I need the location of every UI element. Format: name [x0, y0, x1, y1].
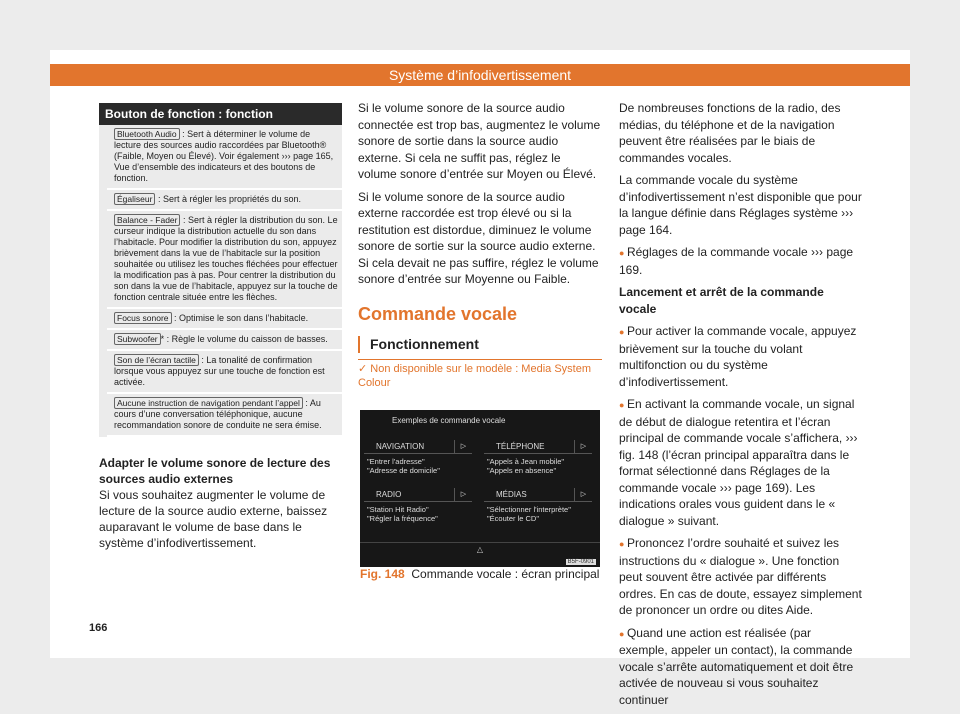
function-button-label: Aucune instruction de navigation pendant l’appel — [114, 397, 303, 409]
paragraph: Si le volume sonore de la source audio externe raccordée est trop élevé ou si la restitution est distordue, diminuez le volume sonore de sortie sur la source audio externe. Si cela devait ne pas suffire, réglez le volume sonore d’entrée sur Moyenne ou Faible. — [358, 189, 599, 286]
table-row — [107, 309, 342, 330]
play-icon: ▷ — [574, 440, 592, 454]
voice-control-screenshot — [360, 410, 600, 567]
play-icon: ▷ — [454, 440, 472, 454]
section-heading: Adapter le volume sonore de lecture des sources audio externes — [99, 456, 331, 486]
function-description: : Sert à régler la distribution du son. Le curseur indique la distribution actuelle du son dans l’habitacle. Pour modifier la distribution du son, appuyez brièvement dans la vue de l’habitacle sur la position souhaitée ou utilisez les touches fléchées pour effectuer la modification pas à pas. Pour centrer la distribution du son dans la vue de l’habitacle, appuyez sur la touche de fonction centrale située entre les flèches. — [114, 215, 338, 302]
function-description: : Au cours d’une conversation téléphonique, aucune recommandation sonore de conduite ne sera émise. — [114, 398, 322, 430]
table-row — [107, 394, 342, 437]
page-header: Système d’infodivertissement — [50, 64, 910, 86]
play-icon: ▷ — [574, 488, 592, 502]
tile-telephone: TÉLÉPHONE ▷ "Appels à Jean mobile" "Appels en absence" — [484, 440, 592, 484]
bullet: ● Prononcez l’ordre souhaité et suivez les instructions du « dialogue ». Une fonction peut souvent être activée par différents ordres. En cas de doute, essayez simplement de prononcer un ordre ou dites Aide. — [619, 535, 863, 619]
function-button-label: Bluetooth Audio — [114, 128, 180, 140]
paragraph: Si vous souhaitez augmenter le volume de lecture de la source audio externe, baissez auparavant le volume de base dans le système d’infodivertissement. — [99, 488, 328, 550]
table-row — [107, 211, 342, 309]
availability-note: ✓ Non disponible sur le modèle : Media System Colour — [358, 359, 602, 390]
table-row — [107, 190, 342, 211]
function-button-label: Focus sonore — [114, 312, 172, 324]
function-description: : Sert à déterminer le volume de lecture des sources audio raccordées par Bluetooth® (Faible, Moyen ou Élevé). Voir également ››› page 165, Vue d’ensemble des indicateurs et des boutons de fonction. — [114, 129, 334, 183]
paragraph: De nombreuses fonctions de la radio, des médias, du téléphone et de la navigation peuvent être réalisées par le biais de commandes vocales. — [619, 101, 841, 165]
function-button-label: Balance - Fader — [114, 214, 180, 226]
tile-media: MÉDIAS ▷ "Sélectionner l'interprète" "Écouter le CD" — [484, 488, 592, 532]
bullet: ● Pour activer la commande vocale, appuyez brièvement sur la touche du volant multifonction ou du système d’infodivertissement. — [619, 323, 863, 390]
right-column — [619, 100, 863, 714]
figure-caption: Fig. 148 Commande vocale : écran principal — [360, 567, 600, 581]
table-row — [107, 125, 342, 190]
bullet: ● Réglages de la commande vocale ››› page 169. — [619, 244, 863, 278]
subsection-heading: Lancement et arrêt de la commande vocale — [619, 285, 824, 316]
tile-navigation: NAVIGATION ▷ "Entrer l'adresse" "Adresse de domicile" — [364, 440, 472, 484]
table-row — [107, 351, 342, 394]
left-column — [99, 103, 342, 551]
play-icon: ▷ — [454, 488, 472, 502]
function-description: : Optimise le son dans l’habitacle. — [171, 313, 309, 323]
function-description: * : Règle le volume du caisson de basses. — [160, 334, 328, 344]
function-description: : La tonalité de confirmation lorsque vous appuyez sur une touche de fonction est activée. — [114, 355, 325, 387]
bullet: ● En activant la commande vocale, un signal de début de dialogue retentira et l’écran principal de commande vocale s’affichera, ››› fig. 148 (l’écran principal apparaîtra dans le format sélectionné dans Réglages de la commande vocale ››› page 169). Les indications orales vous guident dans le « dialogue » suivant. — [619, 396, 863, 529]
function-button-label: Égaliseur — [114, 193, 155, 205]
section-title: Fonctionnement — [358, 336, 602, 353]
table-heading: Bouton de fonction : fonction — [99, 103, 342, 125]
chapter-title: Commande vocale — [358, 303, 518, 324]
paragraph: Si le volume sonore de la source audio connectée est trop bas, augmentez le volume sonore de sortie dans la source audio externe. Si cela ne suffit pas, réglez le volume sonore d’entrée sur Moyen ou Élevé. — [358, 101, 601, 181]
table-row — [107, 330, 342, 351]
figure-code: B5F-0901 — [567, 559, 594, 565]
function-button-label: Subwoofer — [114, 333, 161, 345]
bullet: ● Quand une action est réalisée (par exemple, appeler un contact), la commande vocale s’arrête automatiquement et doit être activée de nouveau si vous souhaitez continuer — [619, 625, 863, 709]
middle-column — [358, 100, 602, 390]
function-button-label: Son de l’écran tactile — [114, 354, 199, 366]
paragraph: La commande vocale du système d’infodivertissement n’est disponible que pour la langue définie dans Réglages système ››› page 164. — [619, 173, 862, 237]
screen-title: Exemples de commande vocale — [392, 416, 506, 425]
chevron-up-icon: △ — [360, 542, 600, 557]
function-description: : Sert à régler les propriétés du son. — [155, 194, 302, 204]
function-table — [99, 125, 342, 437]
tile-radio: RADIO ▷ "Station Hit Radio" "Régler la fréquence" — [364, 488, 472, 532]
page-number: 166 — [89, 622, 108, 634]
